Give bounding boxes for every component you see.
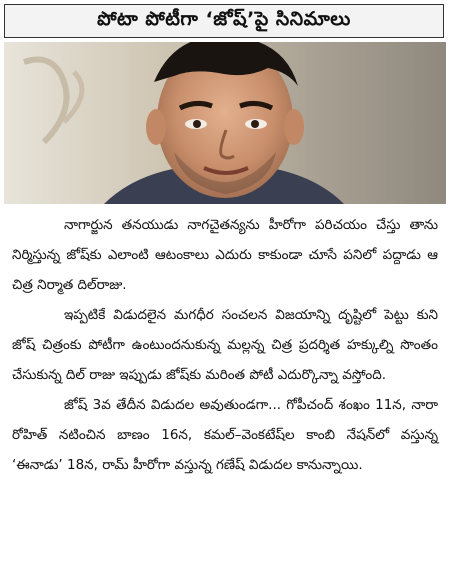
article-paragraph-2: ఇప్పటికే విడుదలైన మగధీర సంచలన విజయాన్ని దృష్టిలో పెట్టు కుని జోష్ చిత్రంకు పోటీగా ఉంటుందనుకున్న మల్లన్న చిత్ర ప్రదర్శిత హక్కుల్ని సొంతం చేసుకున్న దిల్ రాజు ఇప్పుడు జోష్‌కు మరింత పోటీ ఎదుర్కొన్నా వస్తోంది. <box>12 307 438 383</box>
headline-banner <box>4 4 444 38</box>
portrait-photo-icon <box>4 42 446 204</box>
article-paragraph-1: నాగార్జున తనయుడు నాగచైతన్యను హీరోగా పరిచయం చేస్తు తాను నిర్మిస్తున్న జోష్‌కు ఎలాంటి ఆటంకాలు ఎదురు కాకుండా చూసే పనిలో పద్దాడు ఆ చిత్ర నిర్మాత దిల్‌రాజు. <box>12 217 438 293</box>
portrait-photo <box>4 42 446 204</box>
article-body <box>12 210 438 480</box>
headline-text: పోటా పోటీగా ‘జోష్’పై సినిమాలు <box>97 7 351 30</box>
article-paragraph-3: జోష్ 3వ తేదీన విడుదల అవుతుండగా... గోపీచంద్ శంఖం 11న, నారా రోహిత్ నటించిన బాణం 16న, కమల్–వెంకటేష్‌ల కాంబి నేషన్‌లో వస్తున్న ‘ఈనాడు’ 18న, రామ్ హీరోగా వస్తున్న గణేష్ విడుదల కానున్నాయి. <box>12 397 438 473</box>
